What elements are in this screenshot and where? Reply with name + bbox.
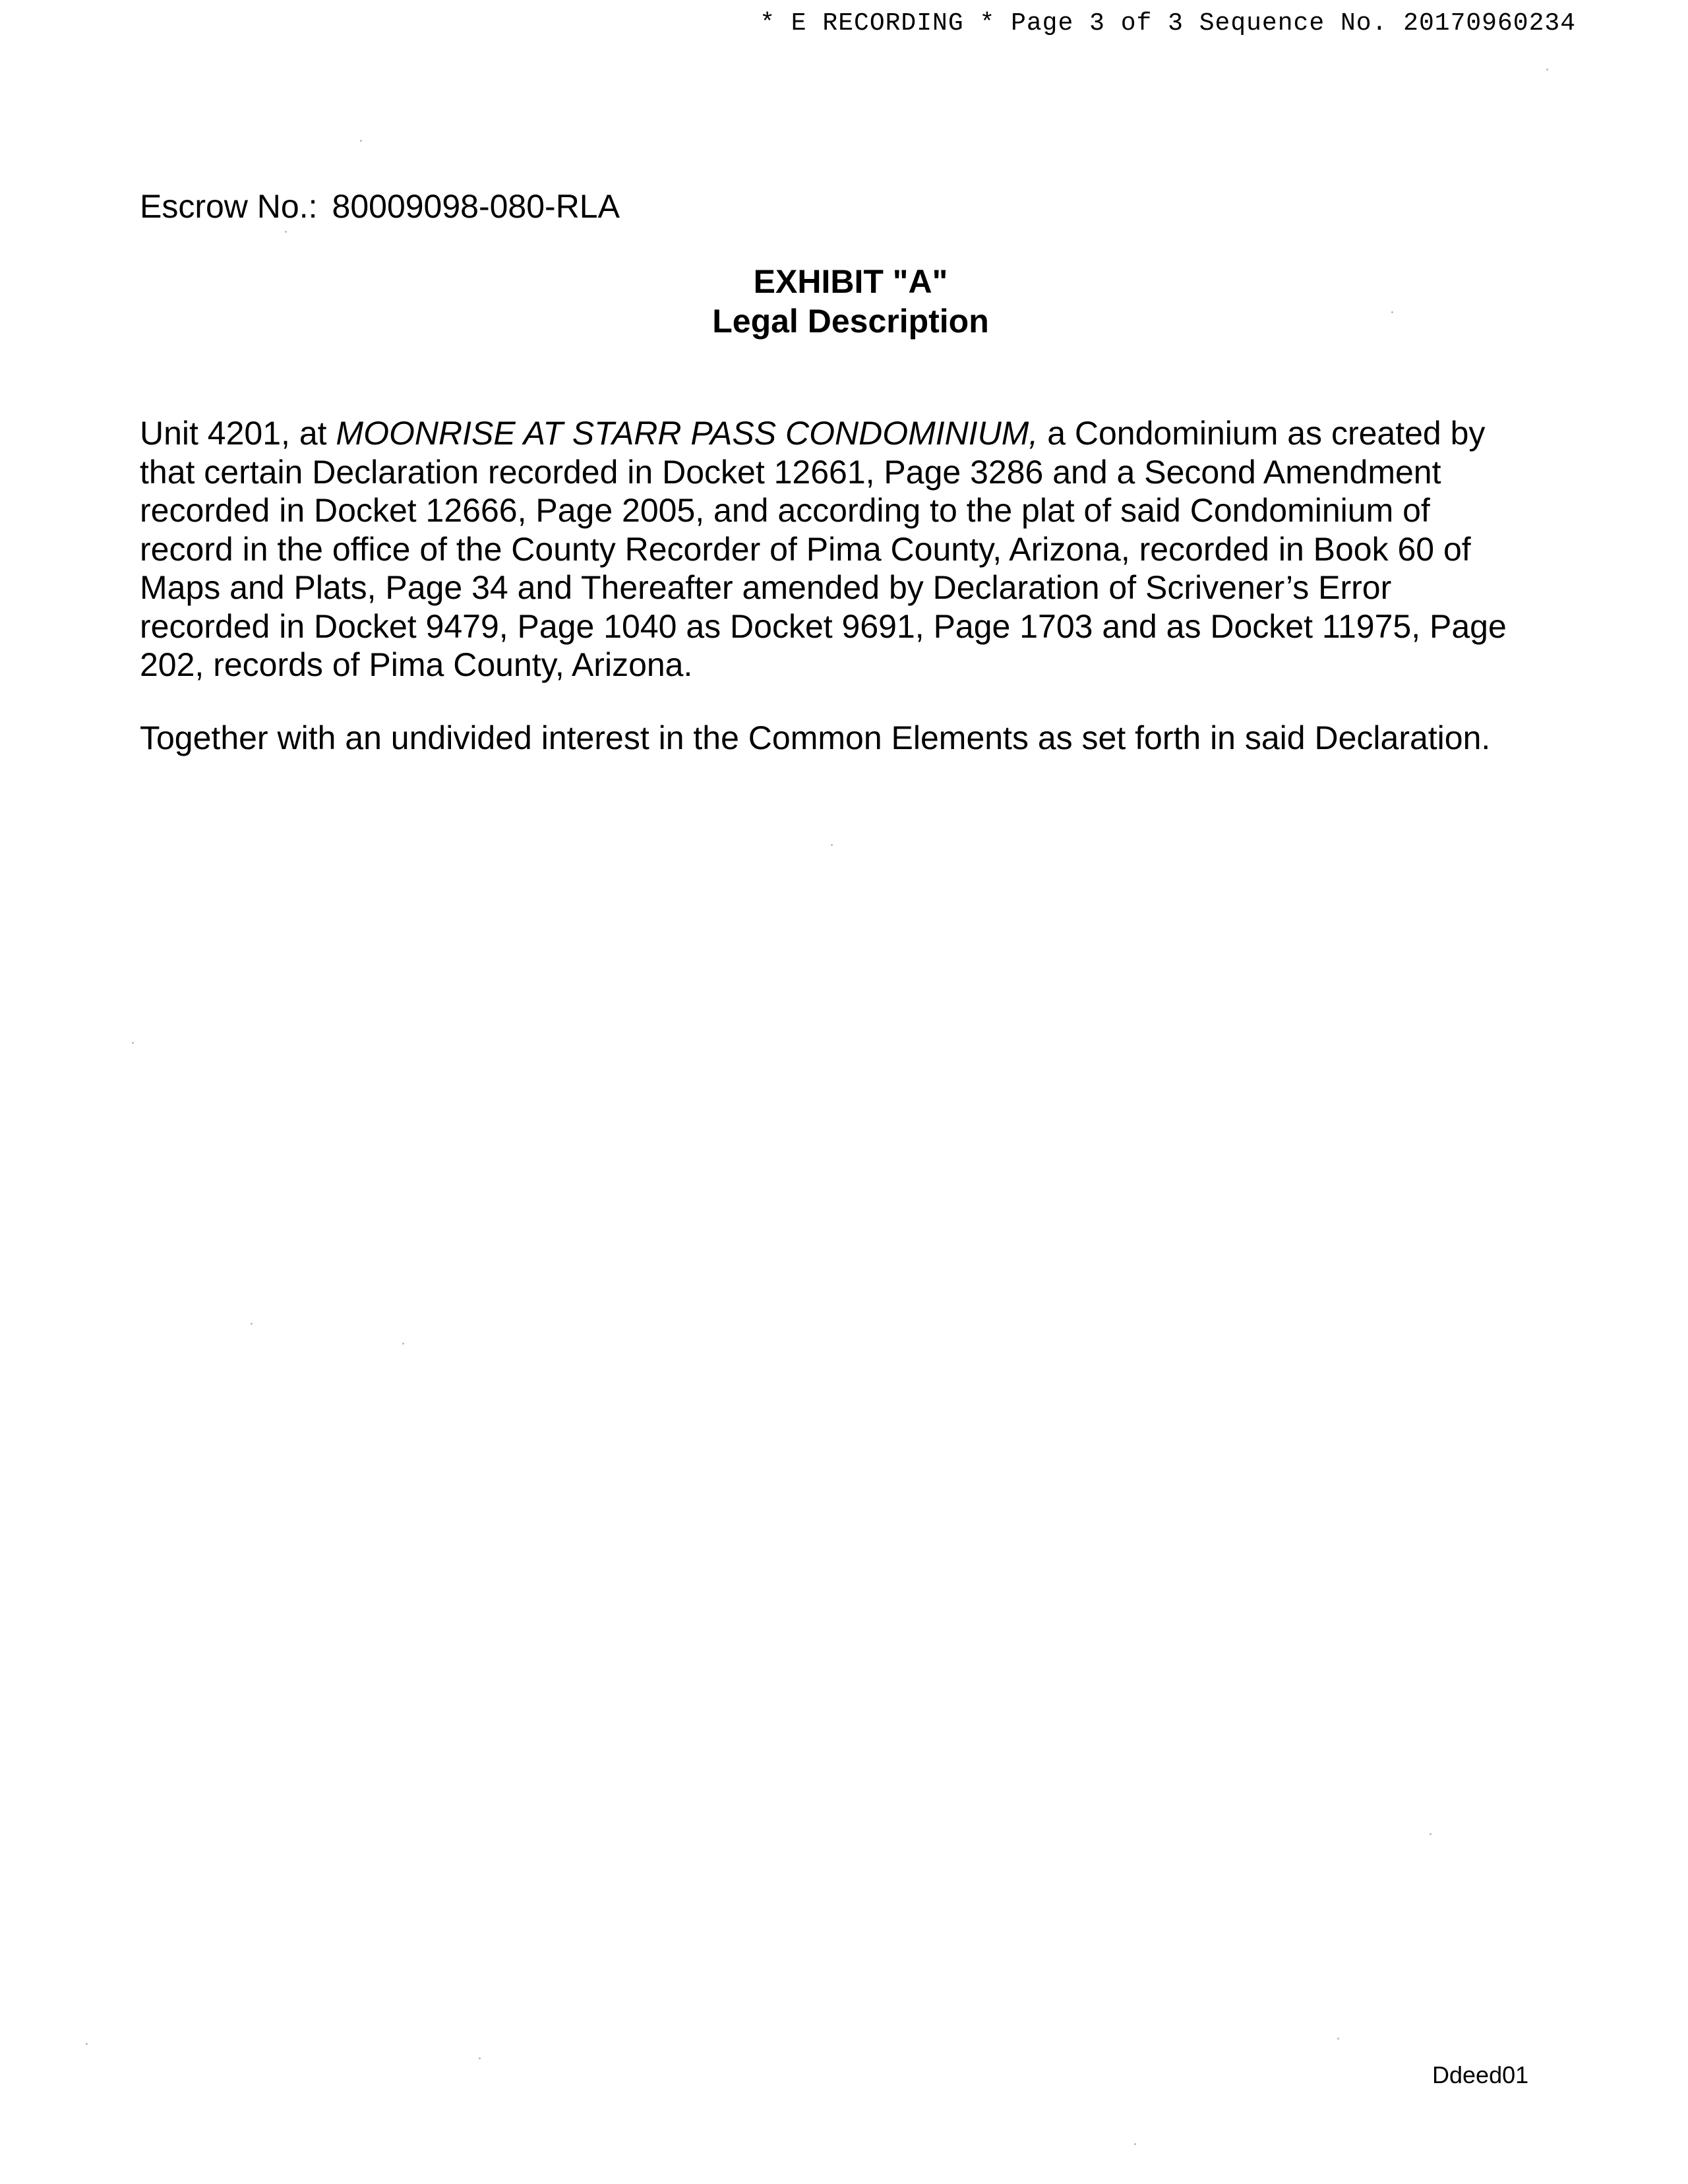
legal-description <box>140 414 1538 684</box>
scan-speck <box>479 2057 481 2059</box>
legal-line-text: a Condominium as created by <box>1038 415 1486 452</box>
legal-line: record in the office of the County Recorder of Pima County, Arizona, recorded in Book 60 of <box>140 530 1471 568</box>
scan-speck <box>1546 69 1548 71</box>
scan-speck <box>285 231 287 233</box>
scan-speck <box>251 1323 253 1325</box>
together-clause: Together with an undivided interest in the Common Elements as set forth in said Declaration. <box>140 719 1491 756</box>
form-code: Ddeed01 <box>1432 2061 1529 2088</box>
condominium-name: MOONRISE AT STARR PASS CONDOMINIUM, <box>336 415 1039 452</box>
legal-line <box>140 414 1538 453</box>
escrow-number <box>140 187 620 226</box>
scan-speck <box>1134 2143 1136 2145</box>
scan-speck <box>831 844 833 846</box>
scan-speck <box>1337 2038 1339 2040</box>
exhibit-subtitle: Legal Description <box>712 303 989 340</box>
legal-line: recorded in Docket 9479, Page 1040 as Docket 9691, Page 1703 and as Docket 11975, Page <box>140 607 1507 645</box>
exhibit-title: EXHIBIT "A" <box>753 263 948 300</box>
legal-line: that certain Declaration recorded in Docket 12661, Page 3286 and a Second Amendment <box>140 453 1441 491</box>
legal-line-text: Unit 4201, at <box>140 415 336 452</box>
recording-stamp: * E RECORDING * Page 3 of 3 Sequence No. 20170960234 <box>760 9 1576 38</box>
legal-line: 202, records of Pima County, Arizona. <box>140 646 693 683</box>
legal-line: Maps and Plats, Page 34 and Thereafter amended by Declaration of Scrivener’s Error <box>140 569 1392 606</box>
scan-speck <box>132 1042 134 1044</box>
scan-speck <box>1430 1833 1432 1835</box>
escrow-label: Escrow No.: <box>140 188 318 225</box>
legal-line: recorded in Docket 12666, Page 2005, and according to the plat of said Condominium of <box>140 492 1430 529</box>
escrow-value: 80009098-080-RLA <box>332 188 620 225</box>
scan-speck <box>360 140 362 142</box>
scan-speck <box>86 2043 88 2045</box>
scan-speck <box>402 1343 404 1345</box>
scan-speck <box>1391 311 1393 313</box>
